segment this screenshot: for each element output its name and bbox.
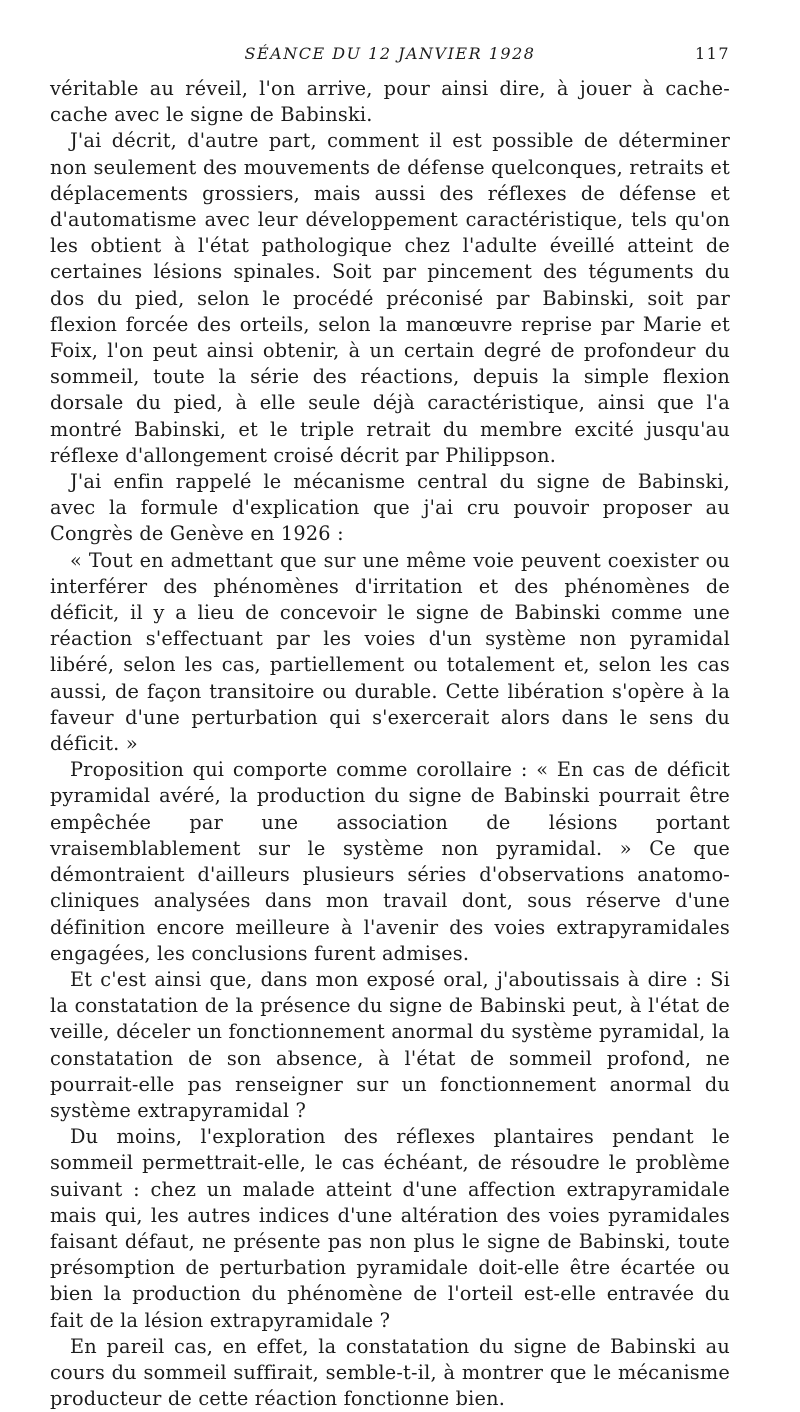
paragraph: J'ai décrit, d'autre part, comment il est possible de déterminer non seulement des mouvements de défense quelconques, retraits et déplacements grossiers, mais aussi des réflexes de défense et d'automatisme avec leur développement caractéristique, tels qu'on les obtient à l'état pathologique chez l'adulte éveillé atteint de certaines lésions spinales. Soit par pincement des téguments du dos du pied, selon le procédé préconisé par Babinski, soit par flexion forcée des orteils, selon la manœuvre reprise par Marie et Foix, l'on peut ainsi obtenir, à un certain degré de profondeur du sommeil, toute la série des réactions, depuis la simple flexion dorsale du pied, à elle seule déjà caractéristique, ainsi que l'a montré Babinski, et le triple retrait du membre excité jusqu'au réflexe d'allongement croisé décrit par Philippson. <box>50 129 730 467</box>
paragraph: J'ai enfin rappelé le mécanisme central du signe de Babinski, avec la formule d'explication que j'ai cru pouvoir proposer au Congrès de Genève en 1926 : <box>50 470 730 546</box>
document-page <box>50 44 730 1412</box>
running-head <box>50 44 730 72</box>
paragraph: En pareil cas, en effet, la constatation du signe de Babinski au cours du sommeil suffirait, semble-t-il, à montrer que le mécanisme producteur de cette réaction fonctionne bien. <box>50 1334 730 1411</box>
paragraph: Du moins, l'exploration des réflexes plantaires pendant le sommeil permettrait-elle, le cas échéant, de résoudre le problème suivant : chez un malade atteint d'une affection extrapyramidale mais qui, les autres indices d'une altération des voies pyramidales faisant défaut, ne présente pas non plus le signe de Babinski, toute présomption de perturbation pyramidale doit-elle être écartée ou bien la production du phénomène de l'orteil est-elle entravée du fait de la lésion extrapyramidale ? <box>50 1125 730 1332</box>
body-text <box>50 76 730 1412</box>
paragraph: Proposition qui comporte comme corollaire : « En cas de déficit pyramidal avéré, la production du signe de Babinski pourrait être empêchée par une association de lésions portant vraisemblablement sur le système non pyramidal. » Ce que démontraient d'ailleurs plusieurs séries d'observations anatomo-cliniques analysées dans mon travail dont, sous réserve d'une définition encore meilleure à l'avenir des voies extrapyramidales engagées, les conclusions furent admises. <box>50 758 730 965</box>
quotation-paragraph: « Tout en admettant que sur une même voie peuvent coexister ou interférer des phénomènes d'irritation et des phénomènes de déficit, il y a lieu de concevoir le signe de Babinski comme une réaction s'effectuant par les voies d'un système non pyramidal libéré, selon les cas, partiellement ou totalement et, selon les cas aussi, de façon transitoire ou durable. Cette libération s'opère à la faveur d'une perturbation qui s'exercerait alors dans le sens du déficit. » <box>50 548 730 756</box>
running-title: SÉANCE DU 12 JANVIER 1928 <box>244 44 536 63</box>
page-number: 117 <box>694 44 730 63</box>
paragraph-continuation: véritable au réveil, l'on arrive, pour ainsi dire, à jouer à cache-cache avec le signe de Babinski. <box>50 77 730 127</box>
paragraph: Et c'est ainsi que, dans mon exposé oral, j'aboutissais à dire : Si la constatation de la présence du signe de Babinski peut, à l'état de veille, déceler un fonctionnement anormal du système pyramidal, la constatation de son absence, à l'état de sommeil profond, ne pourrait-elle pas renseigner sur un fonctionnement anormal du système extrapyramidal ? <box>50 967 730 1122</box>
